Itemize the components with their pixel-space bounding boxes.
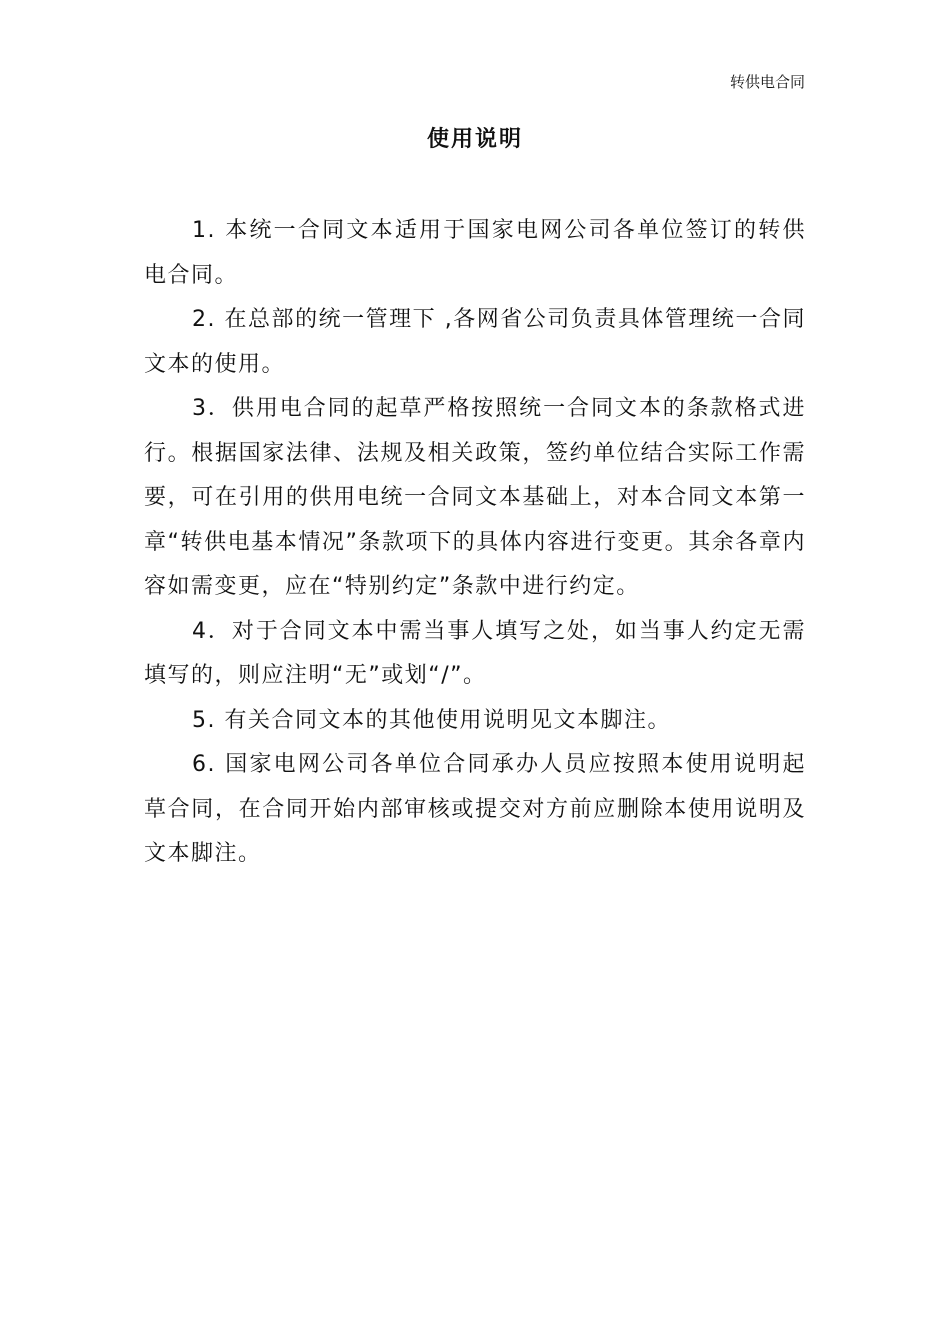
instruction-item-5: 5. 有关合同文本的其他使用说明见文本脚注。: [192, 707, 671, 733]
instructions-body: [144, 209, 806, 877]
instruction-item-6: 6. 国家电网公司各单位合同承办人员应按照本使用说明起草合同，在合同开始内部审核或提交对方前应删除本使用说明及文本脚注。: [144, 752, 806, 866]
page-title: 使用说明: [426, 127, 523, 152]
instruction-item-4: 4．对于合同文本中需当事人填写之处，如当事人约定无需填写的，则应注明“无”或划“/”。: [144, 618, 806, 688]
instruction-item-1: 1. 本统一合同文本适用于国家电网公司各单位签订的转供电合同。: [144, 218, 806, 288]
instruction-item-2: 2. 在总部的统一管理下 ,各网省公司负责具体管理统一合同文本的使用。: [144, 307, 806, 377]
running-header: 转供电合同: [729, 73, 805, 91]
instruction-item-3: 3．供用电合同的起草严格按照统一合同文本的条款格式进行。根据国家法律、法规及相关政策，签约单位结合实际工作需要，可在引用的供用电统一合同文本基础上，对本合同文本第一章“转供电基本情况”条款项下的具体内容进行变更。其余各章内容如需变更，应在“特别约定”条款中进行约定。: [144, 396, 806, 599]
